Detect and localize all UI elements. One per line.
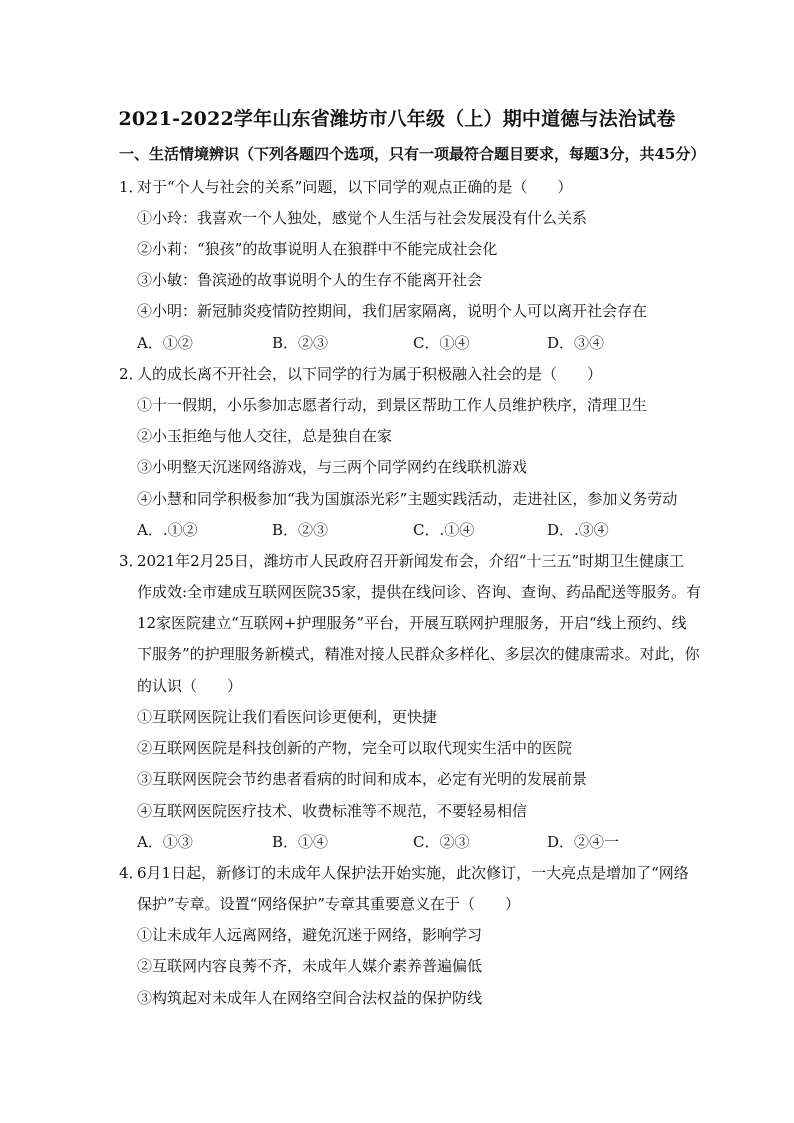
question-text: 的认识（ ） (137, 677, 243, 695)
statement: ①互联网医院让我们看医问诊更便利，更快捷 (137, 708, 438, 726)
statement: ②互联网医院是科技创新的产物，完全可以取代现实生活中的医院 (137, 739, 573, 757)
question-text: 12家医院建立“互联网+护理服务”平台，开展互联网护理服务，开启“线上预约、线 (137, 614, 687, 632)
statement: ④小慧和同学积极参加“我为国旗添光彩”主题实践活动，走进社区，参加义务劳动 (137, 490, 678, 508)
question-3-stem (0, 550, 794, 570)
choice-row (137, 332, 697, 352)
statement: ①让未成年人远离网络，避免沉迷于网络，影响学习 (137, 926, 483, 944)
statement: ②互联网内容良莠不齐，未成年人媒介素养普遍偏低 (137, 957, 483, 975)
statement: ①小玲：我喜欢一个人独处，感觉个人生活与社会发展没有什么关系 (137, 209, 588, 227)
question-number: 2． (119, 365, 144, 383)
statement: ②小玉拒绝与他人交往，总是独自在家 (137, 427, 393, 445)
choice-a: A．①③ (137, 833, 193, 851)
question-text: 对于“个人与社会的关系”问题，以下同学的观点正确的是（ ） (137, 178, 573, 196)
question-1-stem (0, 176, 794, 196)
question-2-stem (0, 363, 794, 383)
choice-b: B．②③ (272, 521, 329, 539)
statement: ④小明：新冠肺炎疫情防控期间，我们居家隔离，说明个人可以离开社会存在 (137, 302, 648, 320)
choice-c: C．①④ (413, 334, 470, 352)
statement: ②小莉：“狼孩”的故事说明人在狼群中不能完成社会化 (137, 240, 498, 258)
choice-b: B．②③ (272, 334, 329, 352)
question-text: 6月1日起，新修订的未成年人保护法开始实施，此次修订，一大亮点是增加了“网络 (137, 864, 689, 882)
statement: ③小明整天沉迷网络游戏，与三两个同学网约在线联机游戏 (137, 458, 528, 476)
choice-c: C．②③ (413, 833, 470, 851)
choice-row (137, 519, 697, 539)
section-heading: 一、生活情境辨识（下列各题四个选项，只有一项最符合题目要求，每题3分，共45分） (119, 145, 706, 163)
choice-d: D．②④一 (547, 833, 620, 851)
question-number: 3． (119, 552, 144, 570)
statement: ③互联网医院会节约患者看病的时间和成本，必定有光明的发展前景 (137, 770, 588, 788)
question-text: 下服务”的护理服务新模式，精准对接人民群众多样化、多层次的健康需求。对此，你 (137, 645, 700, 663)
choice-b: B．①④ (272, 833, 329, 851)
statement: ③构筑起对未成年人在网络空间合法权益的保护防线 (137, 989, 483, 1007)
question-4-stem (0, 862, 794, 882)
choice-row (137, 831, 697, 851)
question-text: 保护”专章。设置“网络保护”专章其重要意义在于（ ） (137, 895, 521, 913)
question-text: 作成效:全市建成互联网医院35家，提供在线问诊、咨询、查询、药品配送等服务。有 (137, 583, 702, 601)
statement: ③小敏：鲁滨逊的故事说明个人的生存不能离开社会 (137, 271, 483, 289)
choice-a: A．①② (137, 334, 193, 352)
choice-d: D．③④ (547, 334, 605, 352)
question-number: 4． (119, 864, 144, 882)
choice-c: C．.①④ (413, 521, 475, 539)
page-title: 2021-2022学年山东省潍坊市八年级（上）期中道德与法治试卷 (118, 108, 676, 130)
question-text: 人的成长离不开社会，以下同学的行为属于积极融入社会的是（ ） (137, 365, 603, 383)
choice-a: A．.①② (137, 521, 198, 539)
statement: ④互联网医院医疗技术、收费标准等不规范，不要轻易相信 (137, 802, 528, 820)
question-number: 1． (119, 178, 144, 196)
statement: ①十一假期，小乐参加志愿者行动，到景区帮助工作人员维护秩序，清理卫生 (137, 396, 648, 414)
question-text: 2021年2月25日，潍坊市人民政府召开新闻发布会，介绍“十三五”时期卫生健康工 (137, 552, 685, 570)
choice-d: D．.③④ (547, 521, 609, 539)
